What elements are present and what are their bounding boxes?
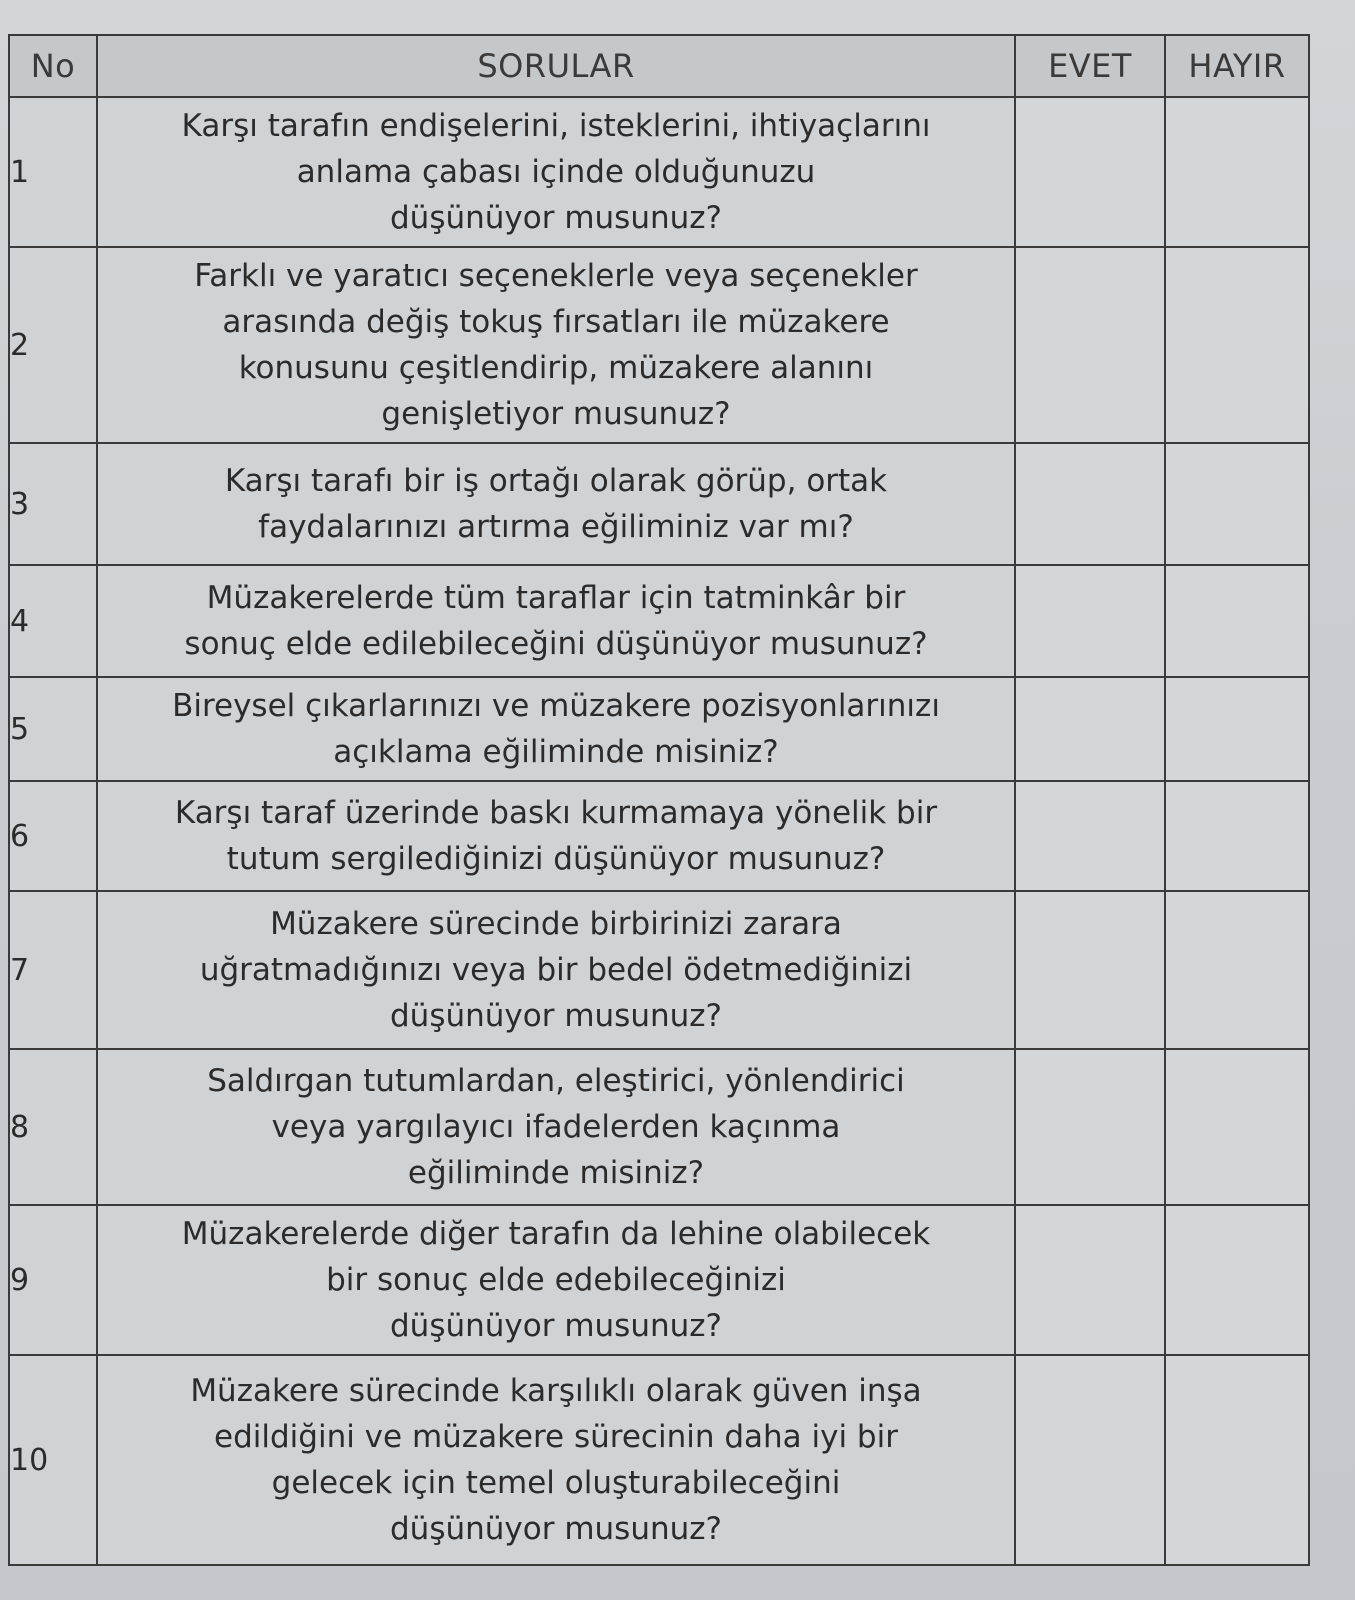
header-row (9, 35, 1309, 97)
question-number: 2 (9, 247, 97, 443)
answer-no-cell[interactable] (1165, 1205, 1309, 1355)
question-line: Müzakerelerde diğer tarafın da lehine olabilecek (181, 1216, 931, 1252)
question-number: 1 (9, 97, 97, 247)
answer-yes-cell[interactable] (1015, 1355, 1165, 1565)
answer-no-cell[interactable] (1165, 565, 1309, 677)
table-row (9, 97, 1309, 247)
question-line: Müzakere sürecinde karşılıklı olarak güven inşa (190, 1373, 922, 1409)
header-no: No (9, 35, 97, 97)
question-line: faydalarınızı artırma eğiliminiz var mı? (258, 509, 854, 545)
question-text (97, 1355, 1015, 1565)
table-row (9, 1049, 1309, 1205)
answer-no-cell[interactable] (1165, 97, 1309, 247)
question-number: 5 (9, 677, 97, 781)
answer-no-cell[interactable] (1165, 677, 1309, 781)
table-row (9, 1205, 1309, 1355)
header-yes: EVET (1015, 35, 1165, 97)
question-number: 9 (9, 1205, 97, 1355)
question-text (97, 781, 1015, 891)
question-number: 7 (9, 891, 97, 1049)
questionnaire-table (8, 34, 1310, 1566)
answer-no-cell[interactable] (1165, 891, 1309, 1049)
answer-yes-cell[interactable] (1015, 1049, 1165, 1205)
question-line: genişletiyor musunuz? (381, 396, 731, 432)
question-line: anlama çabası içinde olduğunuzu (296, 154, 816, 190)
question-line: sonuç elde edilebileceğini düşünüyor musunuz? (184, 626, 928, 662)
answer-yes-cell[interactable] (1015, 781, 1165, 891)
question-text (97, 97, 1015, 247)
question-line: Farklı ve yaratıcı seçeneklerle veya seçenekler (194, 258, 918, 294)
question-text (97, 247, 1015, 443)
answer-yes-cell[interactable] (1015, 891, 1165, 1049)
question-line: düşünüyor musunuz? (390, 200, 722, 236)
question-line: düşünüyor musunuz? (390, 1511, 722, 1547)
question-line: Bireysel çıkarlarınızı ve müzakere pozisyonlarınızı (172, 688, 940, 724)
table-row (9, 891, 1309, 1049)
question-line: Saldırgan tutumlardan, eleştirici, yönlendirici (207, 1063, 905, 1099)
answer-yes-cell[interactable] (1015, 677, 1165, 781)
question-line: tutum sergilediğinizi düşünüyor musunuz? (226, 841, 886, 877)
question-line: Karşı taraf üzerinde baskı kurmamaya yönelik bir (174, 795, 938, 831)
table-row (9, 677, 1309, 781)
question-text (97, 565, 1015, 677)
question-line: Karşı tarafı bir iş ortağı olarak görüp, ortak (224, 463, 888, 499)
table-row (9, 1355, 1309, 1565)
question-line: açıklama eğiliminde misiniz? (333, 734, 779, 770)
answer-yes-cell[interactable] (1015, 247, 1165, 443)
answer-no-cell[interactable] (1165, 247, 1309, 443)
question-line: uğratmadığınızı veya bir bedel ödetmediğinizi (199, 952, 913, 988)
question-number: 3 (9, 443, 97, 565)
question-text (97, 443, 1015, 565)
question-number: 8 (9, 1049, 97, 1205)
question-number: 10 (9, 1355, 97, 1565)
answer-yes-cell[interactable] (1015, 443, 1165, 565)
question-line: gelecek için temel oluşturabileceğini (271, 1465, 841, 1501)
answer-yes-cell[interactable] (1015, 97, 1165, 247)
answer-no-cell[interactable] (1165, 781, 1309, 891)
answer-yes-cell[interactable] (1015, 1205, 1165, 1355)
question-line: Müzakerelerde tüm taraflar için tatminkâr bir (206, 580, 906, 616)
table-row (9, 781, 1309, 891)
question-text (97, 891, 1015, 1049)
question-line: veya yargılayıcı ifadelerden kaçınma (271, 1109, 841, 1145)
answer-yes-cell[interactable] (1015, 565, 1165, 677)
header-questions: SORULAR (97, 35, 1015, 97)
answer-no-cell[interactable] (1165, 443, 1309, 565)
question-number: 4 (9, 565, 97, 677)
question-line: Müzakere sürecinde birbirinizi zarara (270, 906, 842, 942)
question-line: konusunu çeşitlendirip, müzakere alanını (238, 350, 874, 386)
question-line: düşünüyor musunuz? (390, 1308, 722, 1344)
questions-body (9, 97, 1309, 1565)
question-line: eğiliminde misiniz? (407, 1155, 705, 1191)
question-line: bir sonuç elde edebileceğinizi (326, 1262, 786, 1298)
table-row (9, 565, 1309, 677)
header-no-answer: HAYIR (1165, 35, 1309, 97)
question-text (97, 1205, 1015, 1355)
answer-no-cell[interactable] (1165, 1355, 1309, 1565)
question-line: edildiğini ve müzakere sürecinin daha iyi bir (214, 1419, 898, 1455)
question-line: düşünüyor musunuz? (390, 998, 722, 1034)
question-number: 6 (9, 781, 97, 891)
answer-no-cell[interactable] (1165, 1049, 1309, 1205)
question-line: arasında değiş tokuş fırsatları ile müzakere (222, 304, 890, 340)
question-text (97, 677, 1015, 781)
question-line: Karşı tarafın endişelerini, isteklerini, ihtiyaçlarını (181, 108, 931, 144)
table-row (9, 247, 1309, 443)
table-row (9, 443, 1309, 565)
question-text (97, 1049, 1015, 1205)
